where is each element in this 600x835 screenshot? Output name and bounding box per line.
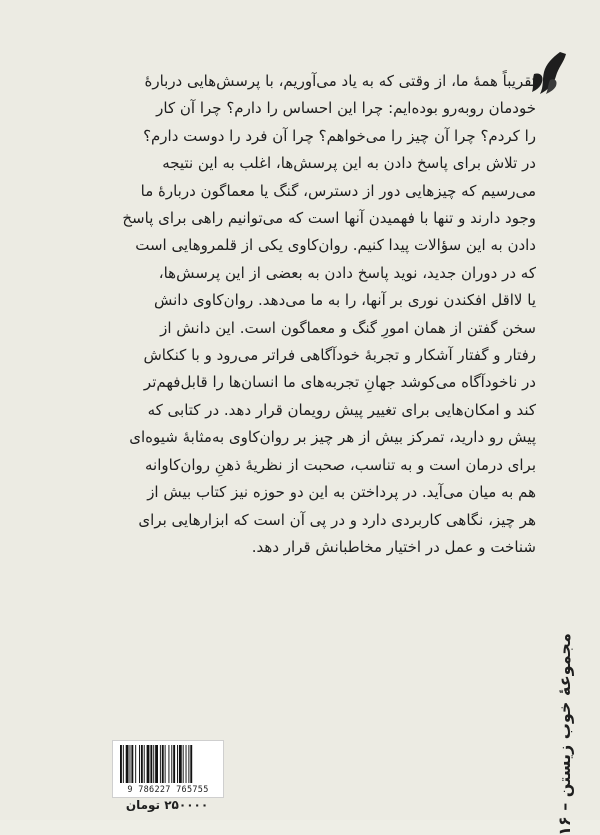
barcode-bar <box>173 745 175 783</box>
blurb-line: برای درمان است و به تناسب، صحبت از نظریهٔ ذهنِ روان‌کاوانه <box>145 455 536 474</box>
barcode-bar <box>179 745 182 783</box>
barcode-bar <box>126 745 129 783</box>
barcode-bar <box>123 745 124 783</box>
blurb-line: رفتار و گفتار آشکار و تجربهٔ خودآگاهی فراتر می‌رود و با کنکاش <box>143 346 536 365</box>
barcode-bar <box>183 745 184 783</box>
series-label: مجموعهٔ خوب زیستن – ۱۶ <box>554 632 574 835</box>
barcode-number: 9 786227 765755 <box>127 785 209 795</box>
barcode-bars-icon <box>118 745 218 785</box>
barcode-bar <box>188 745 189 783</box>
barcode-bar <box>131 745 133 783</box>
barcode-bar <box>190 745 192 783</box>
blurb-line: یا لااقل افکندن نوری بر آنها، را به ما می‌دهد. روان‌کاوی دانش <box>153 291 536 310</box>
barcode-bar <box>120 745 122 783</box>
barcode-bar <box>147 745 150 783</box>
blurb-line: سخن گفتن از همان امورِ گنگ و معماگون است. این دانش از <box>160 318 536 337</box>
barcode-bar <box>141 745 143 783</box>
blurb-line: در ناخودآگاه می‌کوشد جهانِ تجربه‌های ما انسان‌ها را قابل‌فهم‌تر <box>143 373 536 392</box>
barcode-bar <box>177 745 178 783</box>
barcode-bar <box>139 745 140 783</box>
blurb-line: که در دوران جدید، نوید پاسخ دادن به بعضی از این پرسش‌ها، <box>158 263 536 282</box>
series-label-container <box>544 632 584 835</box>
barcode-bar <box>153 745 154 783</box>
barcode-bar <box>186 745 187 783</box>
blurb-line: خودمان روبه‌رو بوده‌ایم: چرا این احساس را دارم؟ چرا آن کار <box>156 99 536 118</box>
barcode-bar <box>130 745 131 783</box>
blurb-line: دادن به این سؤالات پیدا کنیم. روان‌کاوی یکی از قلمروهایی است <box>135 236 536 255</box>
blurb-line: شناخت و عمل در اختیار مخاطبانش قرار دهد. <box>251 537 536 556</box>
barcode-bar <box>155 745 158 783</box>
barcode-bar <box>165 745 166 783</box>
price-label: ۲۵۰۰۰۰ تومان <box>125 798 209 812</box>
blurb-line: را کردم؟ چرا آن چیز را می‌خواهم؟ چرا آن فرد را دوست دارم؟ <box>143 126 536 145</box>
blurb-line: وجود دارند و تنها با فهمیدن آنها است که می‌توانیم راهی برای پاسخ <box>122 209 536 228</box>
blurb-line: تقریباً همهٔ ما، از وقتی که به یاد می‌آوریم، با پرسش‌هایی دربارهٔ <box>144 72 536 90</box>
barcode-bar <box>162 745 164 783</box>
barcode-bar <box>168 745 169 783</box>
barcode <box>112 740 224 798</box>
barcode-bar <box>160 745 161 783</box>
blurb-line: می‌رسیم که چیزهایی دور از دسترس، گنگ یا معماگون دربارهٔ ما <box>140 181 536 200</box>
barcode-bar <box>150 745 152 783</box>
blurb-line: پیش رو دارید، تمرکز بیش از هر چیز بر روان‌کاوی به‌مثابهٔ شیوه‌ای <box>129 428 536 447</box>
barcode-bar <box>144 745 145 783</box>
barcode-bar <box>135 745 136 783</box>
blurb-text <box>110 68 536 561</box>
barcode-bar <box>171 745 172 783</box>
blurb-line: هم به میان می‌آید. در پرداختن به این دو حوزه نیز کتاب بیش از <box>147 483 536 502</box>
blurb-line: هر چیز، نگاهی کاربردی دارد و در پی آن است که ابزارهایی برای <box>138 510 536 529</box>
blurb-line: در تلاش برای پاسخ دادن به این پرسش‌ها، اغلب به این نتیجه <box>162 154 536 173</box>
blurb-line: کند و امکان‌هایی برای تغییر پیش رویمان قرار دهد. در کتابی که <box>147 400 536 419</box>
